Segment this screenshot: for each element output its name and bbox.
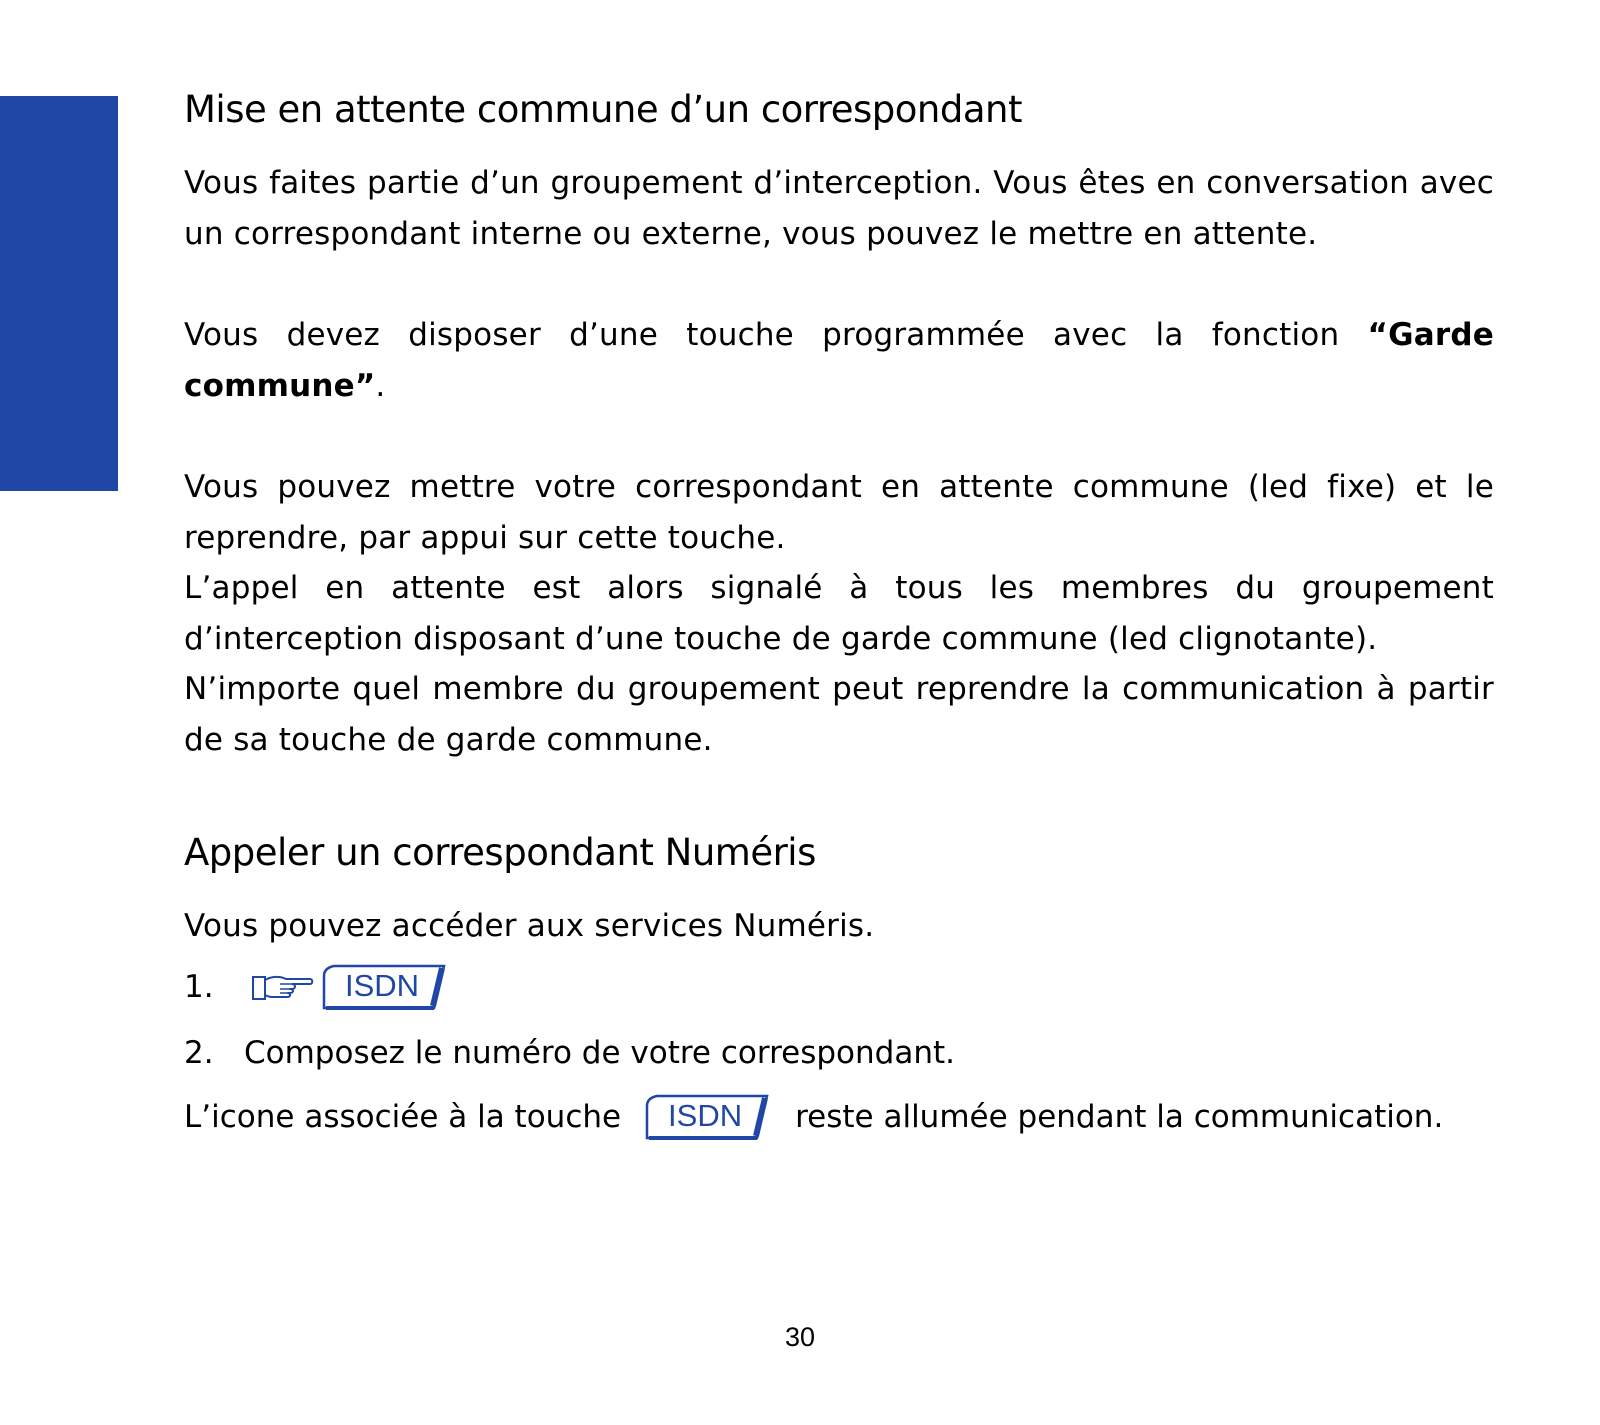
paragraph-intercept-group: Vous faites partie d’un groupement d’interception. Vous êtes en conversation avec un correspondant interne ou externe, vous pouvez le mettre en attente. — [184, 165, 1494, 252]
isdn-key — [643, 1094, 771, 1140]
paragraph-text: L’icone associée à la touche — [184, 1098, 622, 1135]
function-name: “Garde commune” — [184, 317, 1494, 404]
isdn-key-label: ISDN — [344, 967, 420, 1003]
paragraph-text: Vous devez disposer d’une touche programmée avec la fonction — [184, 317, 1368, 353]
paragraph-end: . — [375, 367, 386, 404]
paragraph-numeris-intro: Vous pouvez accéder aux services Numéris. — [184, 908, 875, 944]
section-title-common-hold: Mise en attente commune d’un correspondant — [184, 88, 1022, 131]
section-color-tab — [0, 96, 118, 491]
isdn-key-label: ISDN — [668, 1097, 743, 1133]
paragraph-line: N’importe quel membre du groupement peut reprendre la communication à partir de sa touche de garde commune. — [184, 671, 1494, 758]
page-content — [184, 80, 1494, 1140]
paragraph-hold-details — [184, 462, 1494, 765]
paragraph-text: reste allumée pendant la communication. — [795, 1098, 1444, 1135]
isdn-key — [320, 964, 448, 1010]
paragraph-isdn-icon — [184, 1094, 1494, 1140]
paragraph-programmed-key — [184, 310, 1494, 411]
pointing-hand-icon — [250, 970, 316, 1004]
paragraph-line: Vous pouvez mettre votre correspondant en attente commune (led fixe) et le reprendre, par appui sur cette touche. — [184, 469, 1494, 556]
step-number: 1. — [184, 968, 214, 1005]
page-number: 30 — [784, 1322, 816, 1352]
step-number: 2. — [184, 1034, 214, 1071]
step-1 — [184, 962, 1494, 1012]
section-title-numeris: Appeler un correspondant Numéris — [184, 831, 816, 874]
step-text: Composez le numéro de votre correspondant. — [244, 1034, 955, 1071]
step-2 — [184, 1028, 1494, 1078]
paragraph-line: L’appel en attente est alors signalé à tous les membres du groupement d’interception disposant d’une touche de garde commune (led clignotante). — [184, 570, 1494, 657]
